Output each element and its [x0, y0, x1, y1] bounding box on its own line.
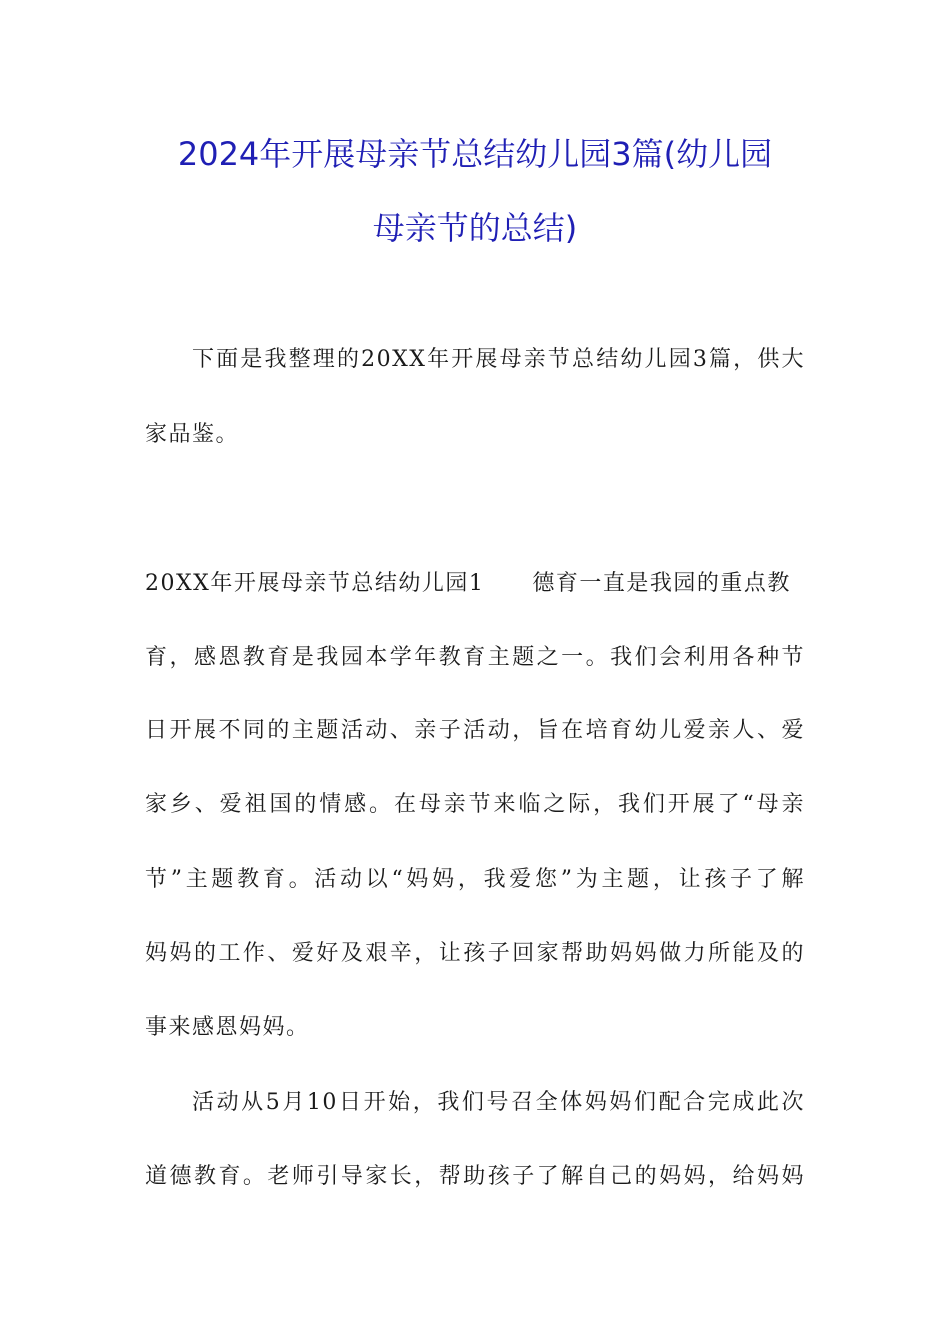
section-1-line-2: 育，感恩教育是我园本学年教育主题之一。我们会利用各种节 — [145, 645, 805, 670]
section-1-line-6: 妈妈的工作、爱好及艰辛，让孩子回家帮助妈妈做力所能及的 — [145, 941, 805, 966]
section-1-line-4: 家乡、爱祖国的情感。在母亲节来临之际，我们开展了“母亲 — [145, 792, 805, 817]
section-1-line-7: 事来感恩妈妈。 — [145, 1015, 310, 1040]
section-1-heading: 20XX年开展母亲节总结幼儿园1 — [145, 571, 485, 596]
paragraph-2-line-1: 活动从5月10日开始，我们号召全体妈妈们配合完成此次 — [192, 1090, 805, 1115]
intro-line-1: 下面是我整理的20XX年开展母亲节总结幼儿园3篇，供大 — [192, 347, 805, 372]
document-title-line-1: 2024年开展母亲节总结幼儿园3篇(幼儿园 — [177, 135, 773, 173]
section-1-first-line-text: 德育一直是我园的重点教 — [532, 571, 791, 596]
paragraph-2-line-2: 道德教育。老师引导家长，帮助孩子了解自己的妈妈，给妈妈 — [145, 1164, 805, 1189]
section-1-first-line — [145, 571, 805, 597]
section-1-line-3: 日开展不同的主题活动、亲子活动，旨在培育幼儿爱亲人、爱 — [145, 718, 805, 743]
intro-line-2: 家品鉴。 — [145, 422, 240, 447]
section-1-line-5: 节”主题教育。活动以“妈妈，我爱您”为主题，让孩子了解 — [145, 867, 805, 892]
document-title-line-2: 母亲节的总结) — [372, 209, 578, 247]
